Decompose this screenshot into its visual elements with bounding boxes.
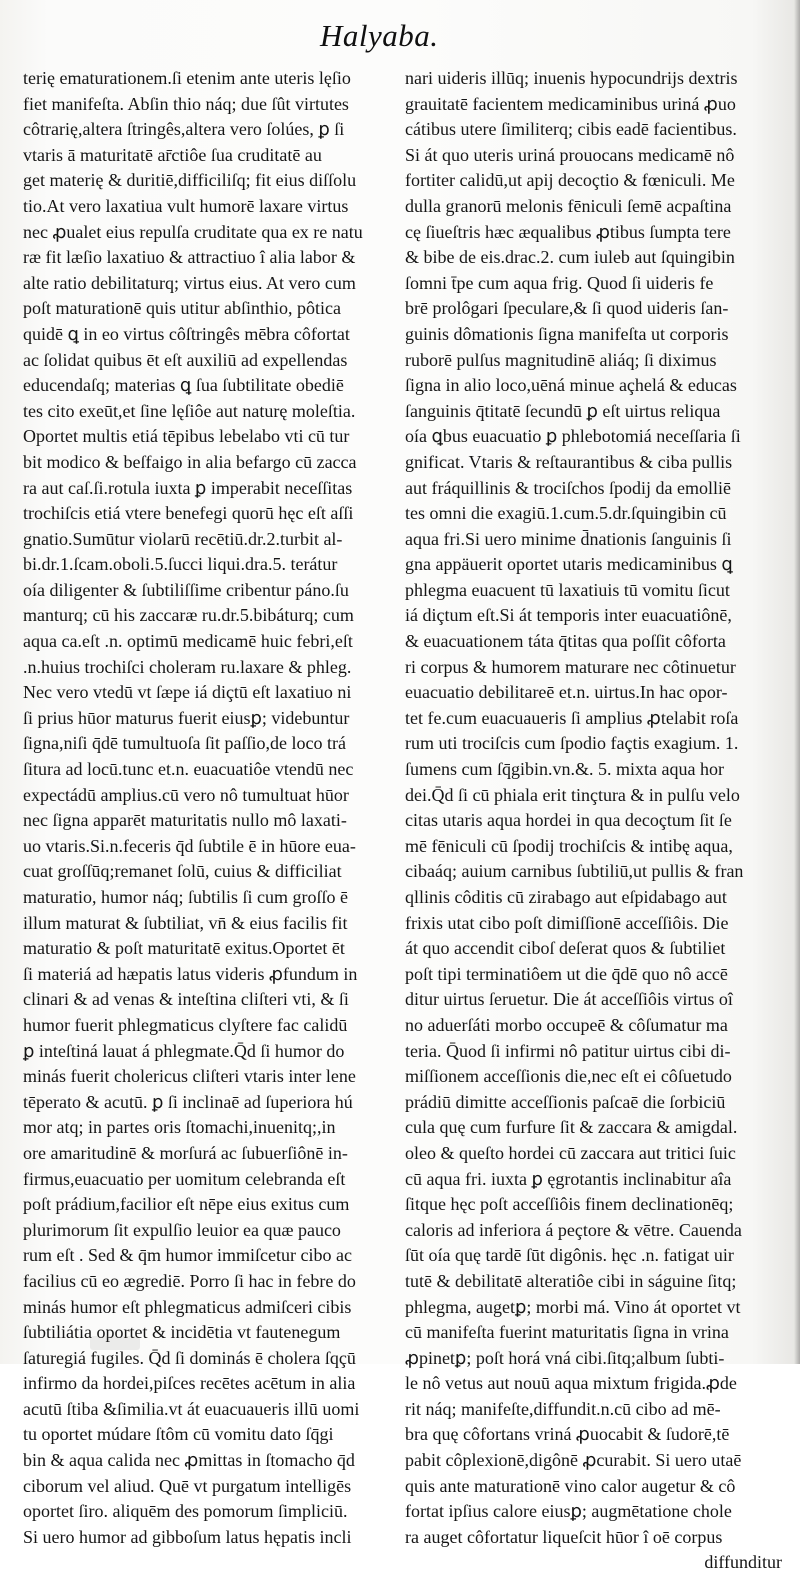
running-header-title: Halyaba. <box>320 18 439 53</box>
text-line: aut fráquillinis & trociſchos ſpodij da emolliē <box>405 477 731 498</box>
text-line: tio.At vero laxatiua vult humorē laxare virtus <box>23 195 349 216</box>
text-line: euacuatio debilitareē et.n. uirtus.In hac opor- <box>405 682 728 703</box>
text-line: ſanguinis q̄titatē ſecundū ꝑ eſt uirtus reliqua <box>405 400 721 421</box>
text-line: gna appäuerit oportet utaris medicaminibus ꝗ <box>405 554 733 575</box>
text-line: plurimorum ſit expulſio leuior ea quæ pauco <box>23 1219 341 1240</box>
text-line: cula quę cum furfure ſit & zaccara & amigdal. <box>405 1117 738 1138</box>
text-line: teria. Q̄uod ſi infirmi nô patitur uirtus cibi di- <box>405 1040 731 1061</box>
text-line: ſitque hęc poſt acceſſiôis finem declinationēq; <box>405 1194 734 1215</box>
text-line: aqua ca.eſt .n. optimū medicamē huic febri,eſt <box>23 631 353 652</box>
text-line: minás fuerit cholericus cliſteri vtaris inter lene <box>23 1066 356 1087</box>
text-line: prádiū dimitte acceſſionis paſcaē die ſorbiciū <box>405 1091 726 1112</box>
text-line: rum eſt . Sed & q̄m humor immiſcetur cibo ac <box>23 1245 352 1266</box>
text-line: cuat groſſūq;remanet ſolū, cuius & difficiliat <box>23 861 342 882</box>
text-line: bit modico & beſfaigo in alia befargo cū zacca <box>23 451 357 472</box>
text-line: Si át quo uteris uriná prouocans medicamē nô <box>405 144 735 165</box>
text-line: ræ fit læſio laxatiuo & attractiuo î alia labor & <box>23 247 356 268</box>
text-line: phlegma, augetꝑ; morbi má. Vino át oportet vt <box>405 1296 741 1317</box>
text-line: .n.huius trochiſci choleram ru.laxare & phleg. <box>23 656 352 677</box>
text-line: dulla granorū melonis fēniculi ſemē acpaſtina <box>405 195 732 216</box>
text-line: uo vtaris.Si.n.feceris q̄d ſubtile ē in hūore eua- <box>23 835 356 856</box>
text-line: ſigna in alio loco,uēná minue açhelá & educas <box>405 375 737 396</box>
text-line: Oportet multis etiá tēpibus lebelabo vti cū tur <box>23 426 350 447</box>
text-line: dei.Q̄d ſi cū phiala erit tinçtura & in pulſu velo <box>405 784 740 805</box>
page-edge-shadow <box>794 0 800 1364</box>
text-line: cę ſiueſtris hæc æqualibus ꝓtibus ſumpta tere <box>405 221 731 242</box>
left-text-column <box>23 66 395 1550</box>
text-line: oleo & queſto hordei cū zaccara aut tritici ſuic <box>405 1142 736 1163</box>
text-line: ac ſolidat quibus ēt eſt auxiliū ad expellendas <box>23 349 348 370</box>
text-line: citas utaris aqua hordei in qua decoçtum ſit ſe <box>405 810 732 831</box>
text-line: cibaáq; auium carnibus ſubtiliū,ut pullis & fran <box>405 861 744 882</box>
text-line: oía ꝗbus euacuatio ꝑ phlebotomiá neceſſaria ſi <box>405 426 741 447</box>
text-line: get materię & duritiē,difficiliſq; fit eius diſſolu <box>23 170 357 191</box>
text-line: ra aut caſ.ſi.rotula iuxta ꝑ imperabit neceſſitas <box>23 477 353 498</box>
text-line: nec ſigna apparēt maturitatis nullo mô laxati- <box>23 810 347 831</box>
text-line: infirmo da hordei,piſces recētes acētum in alia <box>23 1373 356 1394</box>
text-line: maturatio & poſt maturitatē exitus.Oportet ēt <box>23 938 345 959</box>
text-line: vtaris ā maturitatē ar̄ctiôe ſua cruditatē au <box>23 144 322 165</box>
text-line: le nô vetus aut nouū aqua mixtum frigida.ꝓde <box>405 1373 737 1394</box>
text-line: ſomni t̄pe cum aqua frig. Quod ſi uideris fe <box>405 272 714 293</box>
text-line: rum uti trociſcis cum ſpodio façtis exagium. 1. <box>405 733 739 754</box>
text-line: bra quę côfortans vriná ꝓuocabit & ſudorē,tē <box>405 1424 730 1445</box>
text-line: côtrarię,altera ſtringês,altera vero ſolúes, ꝑ ſi <box>23 119 345 140</box>
text-line: gnificat. Vtaris & reſtaurantibus & ciba pullis <box>405 451 733 472</box>
text-line: nec ꝓualet eius repulſa cruditate qua ex re natu <box>23 221 363 242</box>
text-line: ſitura ad locū.tunc et.n. euacuatiôe vtendū nec <box>23 759 354 780</box>
text-line: iá diçtum eſt.Si át temporis inter euacuatiônē, <box>405 605 732 626</box>
text-line: trochiſcis etiá vtere benefegi quorū hęc eſt aſſi <box>23 503 354 524</box>
text-line: cū manifeſta fuerint maturitatis ſigna in vrina <box>405 1322 729 1343</box>
text-line: ruborē pulſus magnitudinē aliáq; ſi diximus <box>405 349 717 370</box>
text-line: ꝑ inteſtiná lauat á phlegmate.Q̄d ſi humor do <box>23 1040 345 1061</box>
text-line: Si uero humor ad gibboſum latus hępatis incli <box>23 1526 352 1547</box>
text-line: oía diligenter & ſubtiliſſime cribentur páno.ſu <box>23 579 349 600</box>
text-line: ſumens cum ſq̄gibin.vn.&. 5. mixta aqua hor <box>405 759 724 780</box>
text-line: poſt tipi terminatiôem ut die q̄dē quo nô accē <box>405 963 728 984</box>
text-line: aqua fri.Si uero minime d̄nationis ſanguinis ſi <box>405 528 732 549</box>
text-line: & euacuationem táta q̄titas qua poſſit côforta <box>405 631 726 652</box>
text-line: ſigna,niſi q̄dē tumultuoſa ſit paſſio,de loco trá <box>23 733 346 754</box>
text-line: alte ratio debilitaturq; virtus eius. At vero cum <box>23 272 356 293</box>
text-line: acutū ſtiba &ſimilia.vt át euacuaueris illū uomi <box>23 1398 360 1419</box>
text-line: firmus,euacuatio per uomitum celebranda eſt <box>23 1168 346 1189</box>
text-line: ꝓpinetꝑ; poſt horá vná cibi.ſitq;album ſubti- <box>405 1347 725 1368</box>
text-line: mor atq; in partes oris ſtomachi,inuenitq;,in <box>23 1117 336 1138</box>
text-line: maturatio, humor náq; ſubtilis ſi cum groſſo ē <box>23 887 348 907</box>
text-line: ſi prius hūor maturus fuerit eiusꝑ; videbuntur <box>23 707 350 728</box>
text-line: ri corpus & humorem maturare nec côtinuetur <box>405 656 736 677</box>
text-line: poſt maturationē quis utitur abſinthio, pôtica <box>23 298 341 319</box>
text-line: clinari & ad venas & inteſtina cliſteri vti, & ſi <box>23 989 349 1010</box>
text-line: Nec vero vtedū vt ſæpe iá diçtū eſt laxatiuo ni <box>23 682 352 703</box>
text-line: humor fuerit phlegmaticus clyſtere fac calidū <box>23 1014 348 1035</box>
faded-stamp-mark <box>90 1336 140 1350</box>
text-line: no aduerſáti morbo occupeē & côſumatur ma <box>405 1014 728 1035</box>
text-line: tu oportet múdare ſtôm cū vomitu dato ſq̄gi <box>23 1424 334 1445</box>
text-line: fiet manifeſta. Abſin thio náq; due ſût virtutes <box>23 93 349 114</box>
text-line: expectádū amplius.cū vero nô tumultuat hūor <box>23 784 349 805</box>
text-line: facilius cū eo ægrediē. Porro ſi hac in febre do <box>23 1270 356 1291</box>
text-line: brē prolôgari ſpeculare,& ſi quod uideris ſan- <box>405 298 729 319</box>
text-line: ſubtiliátia oportet & incidētia vt fautenegum <box>23 1322 341 1343</box>
text-line: fortat ipſius calore eiusꝑ; augmētatione chole <box>405 1501 732 1522</box>
text-line: cū aqua fri. iuxta ꝑ ęgrotantis inclinabitur aîa <box>405 1168 732 1189</box>
text-line: tet fe.cum euacuaueris ſi amplius ꝓtelabit roſa <box>405 707 739 728</box>
text-line: mē fēniculi cū ſpodij trochiſcis & intibę aqua, <box>405 835 733 856</box>
text-line: caloris ad inferiora á peçtore & vētre. Cauenda <box>405 1219 742 1240</box>
text-line: ciborum vel aliud. Quē vt purgatum intelligēs <box>23 1475 352 1496</box>
text-line: terię ematurationem.ſi etenim ante uteris lęſio <box>23 68 351 88</box>
text-line: miſſionem acceſſionis die,nec eſt ei côſuetudo <box>405 1066 732 1087</box>
text-line: quis ante maturationē vino calor augetur & cô <box>405 1475 736 1496</box>
text-line: rit náq; manifeſte,diffundit.n.cū cibo ad mē- <box>405 1398 721 1419</box>
text-line: oportet ſiro. aliquēm des pomorum ſimpliciū. <box>23 1501 348 1522</box>
text-line: manturq; cū his zaccaræ ru.dr.5.bibáturq; cum <box>23 605 354 626</box>
text-line: diffunditur <box>704 1552 782 1573</box>
text-line: nari uideris illūq; inuenis hypocundrijs dextris <box>405 68 738 88</box>
text-line: ra auget côfortatur liqueſcit hūor î oē corpus <box>405 1526 723 1547</box>
text-line: bi.dr.1.ſcam.oboli.5.ſucci liqui.dra.5. terátur <box>23 554 338 575</box>
text-line: grauitatē facientem medicaminibus uriná ꝓuo <box>405 93 736 114</box>
text-line: guinis dômationis ſigna manifeſta ut corporis <box>405 323 729 344</box>
text-line: poſt prádium,facilior eſt nēpe eius exitus cum <box>23 1194 350 1215</box>
text-line: qllinis côditis cū zirabago aut eſpidabago aut <box>405 887 727 907</box>
text-line: tēperato & acutū. ꝑ ſi inclinaē ad ſuperiora hú <box>23 1091 353 1112</box>
text-line: tutē & debilitatē alteratiôe cibi in ságuine ſitq; <box>405 1270 737 1291</box>
right-text-column <box>405 66 782 1576</box>
text-line: & bibe de eis.drac.2. cum iuleb aut ſquingibin <box>405 247 735 268</box>
text-line: minás humor eſt phlegmaticus admiſceri cibis <box>23 1296 352 1317</box>
text-line: frixis utat cibo poſt dimiſſionē acceſſiôis. Die <box>405 912 729 933</box>
text-line: gnatio.Sumūtur violarū recētiū.dr.2.turbit al- <box>23 528 343 549</box>
text-line: tes cito exeūt,et ſine lęſiôe aut naturę moleſtia. <box>23 400 356 421</box>
text-line: quidē ꝗ in eo virtus côſtringês mēbra côfortat <box>23 323 350 344</box>
text-line: át quo accendit ciboſ deſerat quos & ſubtiliet <box>405 938 726 959</box>
text-line: bin & aqua calida nec ꝓmittas in ſtomacho q̄d <box>23 1450 355 1471</box>
text-line: tes omni die exagiū.1.cum.5.dr.ſquingibin cū <box>405 503 727 524</box>
text-line: phlegma euacuent tū laxatiuis tū vomitu ſicut <box>405 579 730 600</box>
text-line: ore amaritudinē & morſurá ac ſubuerſiônē in- <box>23 1142 348 1163</box>
text-line: pabit côplexionē,digônē ꝓcurabit. Si uero utaē <box>405 1450 742 1471</box>
text-line: ſi materiá ad hæpatis latus videris ꝓfundum in <box>23 963 358 984</box>
text-line: cátibus utere ſimiliterq; cibis eadē facientibus. <box>405 119 737 140</box>
text-line: illum maturat & ſubtiliat, vn̄ & eius facilis fit <box>23 912 348 933</box>
text-line: educendaſq; materias ꝗ ſua ſubtilitate obediē <box>23 375 344 396</box>
text-line: fortiter calidū,ut apij decoçtio & fœniculi. Me <box>405 170 735 191</box>
text-line: ſūt oía quę tardē ſūt digônis. hęc .n. fatigat uir <box>405 1245 734 1266</box>
text-line: ditur uirtus ſeruetur. Die át acceſſiôis virtus oî <box>405 989 733 1010</box>
text-line: ſaturegiá fugiles. Q̄d ſi dominás ē cholera ſqçū <box>23 1347 356 1368</box>
